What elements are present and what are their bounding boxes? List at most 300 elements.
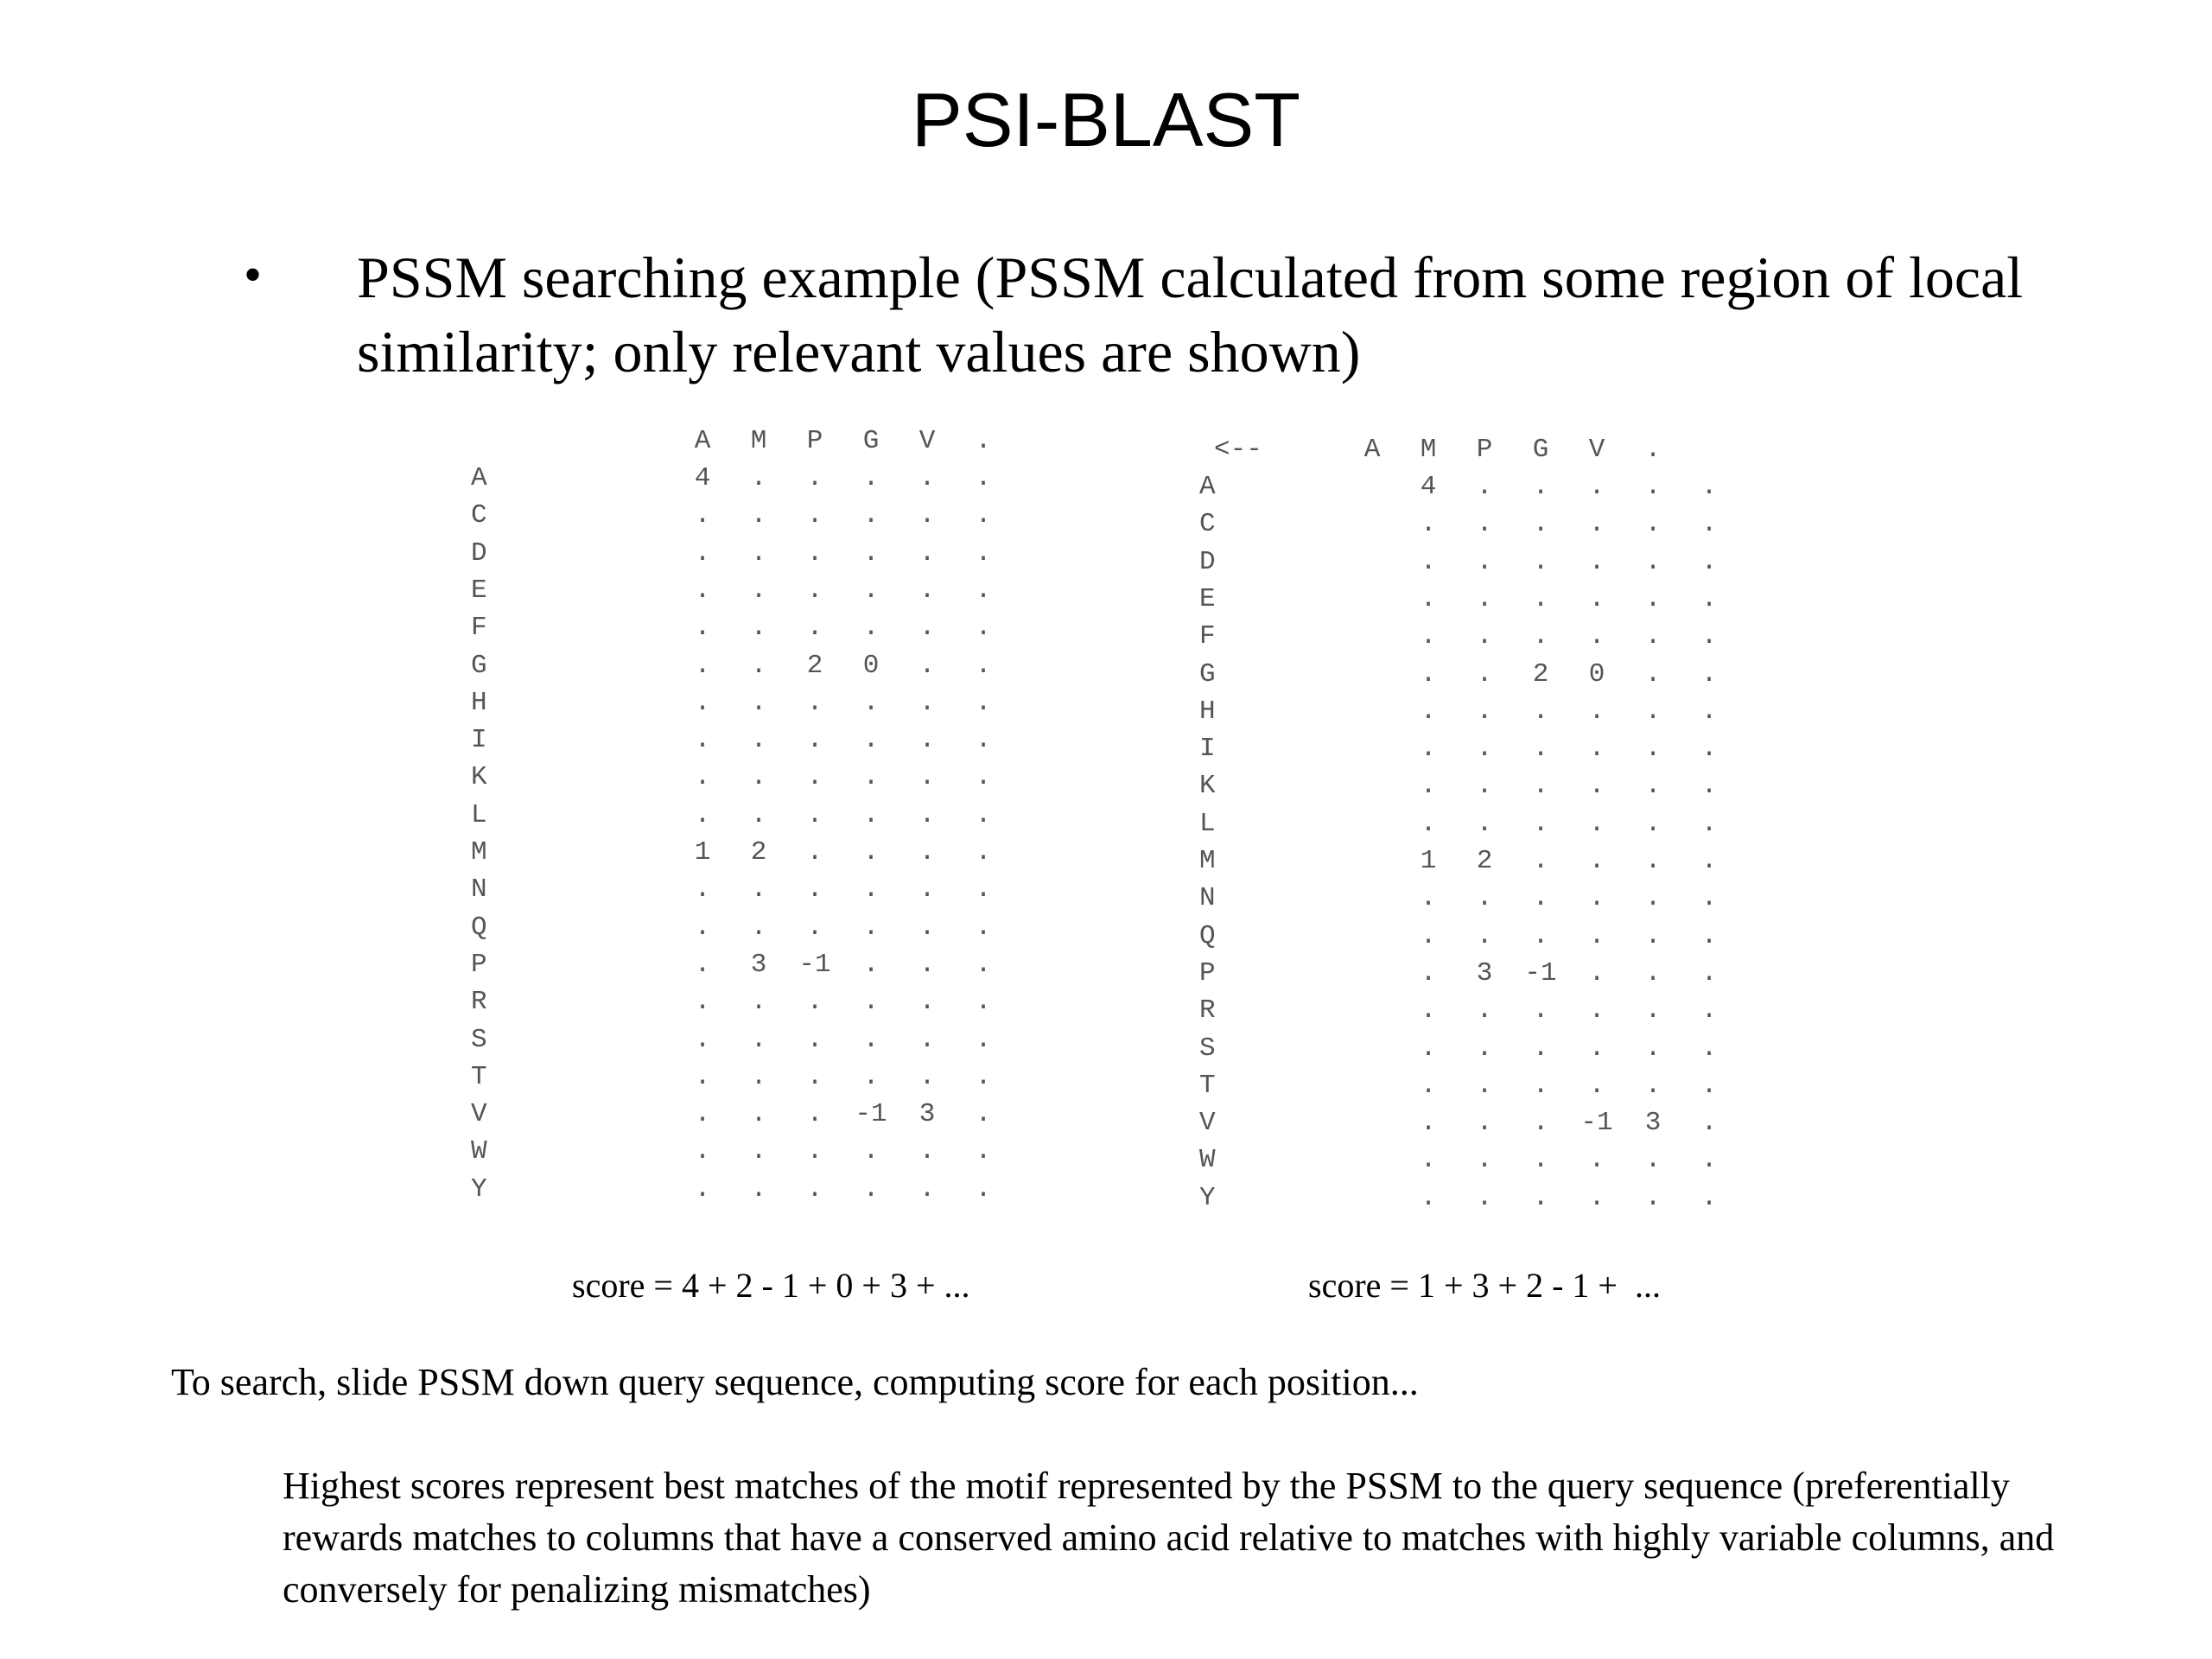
pssm-cell: . — [806, 987, 823, 1018]
pssm-cell: . — [1476, 771, 1493, 802]
pssm-direction-arrow: <-- — [1214, 435, 1262, 465]
pssm-column-header: M — [1420, 435, 1437, 465]
pssm-column-header: . — [1644, 435, 1662, 465]
pssm-cell: . — [918, 1061, 936, 1092]
pssm-cell: . — [1644, 734, 1662, 765]
pssm-cell: . — [1476, 1070, 1493, 1101]
pssm-cell: 4 — [1420, 472, 1437, 502]
pssm-cell: . — [1588, 920, 1605, 951]
pssm-cell: . — [1420, 621, 1437, 652]
pssm-cell: . — [918, 874, 936, 906]
pssm-cell: . — [862, 762, 880, 793]
pssm-cell: . — [1532, 883, 1549, 914]
pssm-cell: . — [1700, 1182, 1718, 1213]
pssm-cell: . — [1420, 696, 1437, 727]
pssm-cell: . — [1700, 734, 1718, 765]
pssm-cell: . — [694, 500, 711, 531]
pssm-cell: . — [694, 687, 711, 718]
pssm-cell: . — [1532, 771, 1549, 802]
pssm-cell: 2 — [806, 650, 823, 681]
pssm-cell: 0 — [1588, 658, 1605, 690]
pssm-cell: . — [1588, 846, 1605, 876]
pssm-column-header: A — [1363, 435, 1381, 465]
pssm-cell: . — [750, 762, 767, 793]
pssm-cell: 2 — [750, 837, 767, 868]
pssm-cell: . — [862, 725, 880, 756]
pssm-column-header: P — [806, 426, 823, 456]
pssm-cell: . — [862, 575, 880, 606]
pssm-cell: . — [1532, 696, 1549, 727]
pssm-cell: . — [1476, 920, 1493, 951]
pssm-cell: . — [975, 762, 992, 793]
pssm-cell: 3 — [1644, 1108, 1662, 1139]
pssm-row-label: I — [471, 725, 487, 756]
pssm-cell: . — [1420, 1108, 1437, 1139]
pssm-cell: . — [1644, 771, 1662, 802]
pssm-row-label: E — [1199, 583, 1216, 614]
pssm-cell: . — [694, 1024, 711, 1055]
pssm-cell: . — [1644, 509, 1662, 540]
pssm-row-label: T — [1199, 1070, 1216, 1101]
pssm-cell: . — [1700, 1070, 1718, 1101]
pssm-row-label: L — [1199, 808, 1216, 839]
pssm-row-label: Y — [1199, 1182, 1216, 1213]
pssm-cell: . — [806, 500, 823, 531]
pssm-column-header: M — [750, 426, 767, 456]
pssm-cell: . — [1588, 696, 1605, 727]
pssm-cell: . — [1476, 1033, 1493, 1064]
pssm-cell: . — [1644, 808, 1662, 839]
pssm-column-header: P — [1476, 435, 1493, 465]
pssm-cell: . — [806, 725, 823, 756]
pssm-cell: . — [1476, 1108, 1493, 1139]
pssm-cell: . — [1532, 583, 1549, 614]
pssm-cell: . — [1532, 734, 1549, 765]
pssm-cell: . — [750, 1136, 767, 1167]
pssm-cell: . — [750, 987, 767, 1018]
pssm-cell: 1 — [694, 837, 711, 868]
pssm-row-label: V — [1199, 1108, 1216, 1139]
pssm-cell: . — [918, 687, 936, 718]
pssm-cell: . — [918, 463, 936, 493]
pssm-cell: . — [1476, 995, 1493, 1027]
pssm-cell: . — [1420, 920, 1437, 951]
pssm-cell: . — [975, 500, 992, 531]
pssm-cell: . — [862, 837, 880, 868]
pssm-cell: . — [1532, 621, 1549, 652]
pssm-cell: . — [750, 1024, 767, 1055]
pssm-cell: . — [1532, 546, 1549, 577]
pssm-cell: . — [1588, 472, 1605, 502]
pssm-cell: . — [918, 650, 936, 681]
pssm-cell: . — [694, 912, 711, 943]
pssm-cell: . — [806, 762, 823, 793]
pssm-cell: . — [1532, 472, 1549, 502]
pssm-row-label: P — [471, 949, 487, 980]
bullet-text: PSSM searching example (PSSM calculated from some region of local similarity; only relevant values are shown) — [357, 245, 2024, 385]
pssm-cell: . — [1532, 1182, 1549, 1213]
pssm-cell: . — [1420, 995, 1437, 1027]
pssm-cell: . — [918, 799, 936, 830]
pssm-cell: . — [1476, 658, 1493, 690]
pssm-cell: . — [1700, 546, 1718, 577]
pssm-cell: . — [806, 1099, 823, 1130]
pssm-cell: . — [1700, 509, 1718, 540]
pssm-cell: . — [1420, 734, 1437, 765]
pssm-cell: . — [1476, 583, 1493, 614]
pssm-cell: . — [1588, 509, 1605, 540]
pssm-cell: . — [750, 725, 767, 756]
pssm-cell: 0 — [862, 650, 880, 681]
pssm-cell: 3 — [1476, 957, 1493, 988]
pssm-cell: -1 — [1580, 1108, 1613, 1139]
pssm-row-label: G — [471, 650, 487, 681]
pssm-row-label: I — [1199, 734, 1216, 765]
pssm-row-label: Q — [1199, 920, 1216, 951]
pssm-cell: . — [862, 613, 880, 644]
pssm-cell: -1 — [1524, 957, 1557, 988]
pssm-cell: . — [1420, 771, 1437, 802]
pssm-cell: . — [1532, 1070, 1549, 1101]
pssm-row-label: S — [1199, 1033, 1216, 1064]
pssm-cell: . — [806, 837, 823, 868]
pssm-cell: . — [1532, 1108, 1549, 1139]
pssm-cell: . — [1588, 1145, 1605, 1176]
pssm-column-header: G — [1532, 435, 1549, 465]
score-right: score = 1 + 3 + 2 - 1 + ... — [1308, 1266, 1661, 1305]
pssm-cell: . — [918, 537, 936, 569]
pssm-cell: . — [975, 537, 992, 569]
pssm-cell: . — [862, 949, 880, 980]
pssm-cell: . — [975, 1136, 992, 1167]
pssm-cell: . — [918, 762, 936, 793]
pssm-cell: . — [1644, 472, 1662, 502]
pssm-cell: . — [975, 1173, 992, 1205]
pssm-cell: . — [1644, 957, 1662, 988]
pssm-row-label: K — [471, 762, 487, 793]
pssm-cell: . — [1588, 808, 1605, 839]
pssm-cell: 1 — [1420, 846, 1437, 876]
pssm-cell: . — [975, 725, 992, 756]
pssm-row-label: M — [1199, 846, 1216, 876]
pssm-cell: . — [750, 463, 767, 493]
pssm-cell: . — [1644, 995, 1662, 1027]
pssm-cell: . — [1588, 883, 1605, 914]
pssm-row-label: Q — [471, 912, 487, 943]
pssm-cell: . — [918, 1173, 936, 1205]
pssm-cell: . — [975, 1061, 992, 1092]
pssm-cell: . — [975, 687, 992, 718]
pssm-cell: -1 — [798, 949, 831, 980]
pssm-cell: . — [1420, 658, 1437, 690]
pssm-cell: . — [1420, 583, 1437, 614]
pssm-cell: 3 — [918, 1099, 936, 1130]
pssm-cell: . — [1644, 1070, 1662, 1101]
pssm-cell: . — [918, 987, 936, 1018]
pssm-cell: . — [1420, 808, 1437, 839]
pssm-row-label: Y — [471, 1173, 487, 1205]
pssm-cell: . — [694, 949, 711, 980]
highest-scores-note: Highest scores represent best matches of the motif represented by the PSSM to the query sequence (preferentially rewards matches to columns that have a conserved amino acid relative to matches with highly variable columns, and conversely for penalizing mismatches) — [283, 1465, 2055, 1611]
pssm-cell: . — [1476, 883, 1493, 914]
pssm-cell: . — [1588, 1182, 1605, 1213]
pssm-cell: . — [694, 987, 711, 1018]
pssm-cell: . — [862, 874, 880, 906]
pssm-cell: . — [1700, 808, 1718, 839]
pssm-column-header: G — [862, 426, 880, 456]
pssm-row-label: H — [1199, 696, 1216, 727]
pssm-cell: . — [750, 650, 767, 681]
pssm-cell: . — [1588, 583, 1605, 614]
slide-title: PSI-BLAST — [912, 77, 1300, 162]
pssm-cell: . — [1700, 883, 1718, 914]
pssm-cell: . — [1588, 734, 1605, 765]
pssm-cell: . — [1420, 1033, 1437, 1064]
pssm-cell: . — [1476, 1182, 1493, 1213]
pssm-cell: . — [862, 463, 880, 493]
pssm-row-label: E — [471, 575, 487, 606]
pssm-row-label: L — [471, 799, 487, 830]
pssm-row-label: S — [471, 1024, 487, 1055]
pssm-cell: . — [750, 1061, 767, 1092]
pssm-cell: . — [1700, 696, 1718, 727]
pssm-row-label: N — [1199, 883, 1216, 914]
pssm-cell: . — [862, 500, 880, 531]
pssm-cell: . — [862, 687, 880, 718]
pssm-cell: 2 — [1532, 658, 1549, 690]
pssm-cell: . — [694, 1173, 711, 1205]
pssm-cell: . — [1476, 1145, 1493, 1176]
pssm-cell: . — [694, 762, 711, 793]
pssm-cell: . — [975, 613, 992, 644]
pssm-cell: . — [975, 463, 992, 493]
pssm-cell: . — [1420, 509, 1437, 540]
pssm-row-label: R — [471, 987, 487, 1018]
pssm-cell: . — [1644, 621, 1662, 652]
pssm-cell: . — [1588, 1070, 1605, 1101]
pssm-cell: . — [862, 1061, 880, 1092]
pssm-row-label: C — [471, 500, 487, 531]
pssm-cell: . — [806, 1136, 823, 1167]
pssm-row-label: D — [1199, 546, 1216, 577]
pssm-cell: . — [918, 613, 936, 644]
pssm-cell: . — [1532, 509, 1549, 540]
pssm-cell: . — [1644, 546, 1662, 577]
pssm-cell: . — [1644, 846, 1662, 876]
pssm-cell: . — [975, 1024, 992, 1055]
pssm-cell: . — [1476, 734, 1493, 765]
pssm-cell: . — [1532, 808, 1549, 839]
pssm-cell: . — [694, 874, 711, 906]
pssm-cell: . — [806, 575, 823, 606]
pssm-cell: . — [975, 912, 992, 943]
pssm-row-label: R — [1199, 995, 1216, 1027]
pssm-cell: . — [1588, 621, 1605, 652]
pssm-cell: . — [1700, 658, 1718, 690]
pssm-cell: . — [1644, 1145, 1662, 1176]
pssm-cell: . — [750, 575, 767, 606]
pssm-cell: . — [1700, 995, 1718, 1027]
pssm-cell: . — [806, 687, 823, 718]
pssm-cell: . — [862, 1173, 880, 1205]
pssm-cell: . — [1532, 920, 1549, 951]
pssm-cell: . — [1476, 472, 1493, 502]
pssm-cell: . — [750, 874, 767, 906]
pssm-cell: . — [1532, 1033, 1549, 1064]
pssm-cell: . — [1588, 546, 1605, 577]
pssm-cell: 4 — [694, 463, 711, 493]
pssm-cell: . — [1588, 995, 1605, 1027]
pssm-cell: . — [918, 949, 936, 980]
pssm-cell: . — [1476, 808, 1493, 839]
pssm-cell: . — [694, 1061, 711, 1092]
pssm-cell: . — [862, 537, 880, 569]
pssm-cell: . — [750, 500, 767, 531]
pssm-row-label: N — [471, 874, 487, 906]
pssm-cell: . — [918, 1136, 936, 1167]
pssm-cell: . — [918, 912, 936, 943]
pssm-cell: . — [694, 725, 711, 756]
pssm-cell: . — [694, 613, 711, 644]
pssm-cell: . — [1476, 621, 1493, 652]
pssm-cell: . — [1420, 1145, 1437, 1176]
pssm-column-header: . — [975, 426, 992, 456]
pssm-cell: . — [694, 799, 711, 830]
search-note: To search, slide PSSM down query sequence, computing score for each position... — [171, 1361, 1419, 1403]
pssm-cell: . — [806, 613, 823, 644]
pssm-row-label: A — [471, 463, 487, 493]
pssm-cell: . — [862, 799, 880, 830]
pssm-cell: . — [1644, 883, 1662, 914]
pssm-cell: . — [694, 537, 711, 569]
pssm-cell: . — [1420, 546, 1437, 577]
pssm-cell: . — [806, 1024, 823, 1055]
pssm-row-label: W — [471, 1136, 487, 1167]
pssm-cell: . — [806, 912, 823, 943]
pssm-cell: . — [918, 837, 936, 868]
pssm-cell: . — [918, 500, 936, 531]
pssm-cell: . — [1532, 1145, 1549, 1176]
pssm-cell: . — [1420, 1070, 1437, 1101]
pssm-row-label: P — [1199, 957, 1216, 988]
pssm-cell: . — [694, 1099, 711, 1130]
pssm-cell: . — [975, 987, 992, 1018]
pssm-cell: . — [918, 1024, 936, 1055]
pssm-cell: . — [918, 725, 936, 756]
pssm-cell: . — [975, 650, 992, 681]
pssm-cell: . — [1532, 846, 1549, 876]
pssm-cell: . — [975, 837, 992, 868]
pssm-row-label: M — [471, 837, 487, 868]
pssm-cell: . — [750, 799, 767, 830]
pssm-cell: . — [694, 650, 711, 681]
pssm-cell: . — [1476, 696, 1493, 727]
pssm-row-label: F — [471, 613, 487, 644]
pssm-cell: . — [750, 613, 767, 644]
pssm-cell: . — [806, 874, 823, 906]
bullet-marker: • — [244, 246, 263, 303]
pssm-row-label: K — [1199, 771, 1216, 802]
pssm-column-header: V — [1588, 435, 1605, 465]
pssm-cell: . — [1644, 920, 1662, 951]
pssm-cell: . — [1700, 583, 1718, 614]
pssm-cell: . — [1532, 995, 1549, 1027]
pssm-cell: . — [750, 687, 767, 718]
pssm-cell: . — [862, 912, 880, 943]
pssm-cell: . — [1700, 472, 1718, 502]
pssm-column-header: V — [918, 426, 936, 456]
pssm-row-label: T — [471, 1061, 487, 1092]
pssm-cell: . — [1700, 846, 1718, 876]
pssm-cell: . — [1644, 696, 1662, 727]
pssm-cell: . — [694, 1136, 711, 1167]
pssm-cell: . — [1644, 658, 1662, 690]
pssm-cell: . — [975, 874, 992, 906]
pssm-cell: . — [1476, 546, 1493, 577]
pssm-cell: . — [1588, 1033, 1605, 1064]
pssm-cell: . — [1700, 957, 1718, 988]
pssm-cell: 3 — [750, 949, 767, 980]
pssm-cell: . — [1644, 1182, 1662, 1213]
pssm-cell: . — [1588, 771, 1605, 802]
pssm-cell: . — [1700, 621, 1718, 652]
pssm-cell: . — [862, 1024, 880, 1055]
pssm-cell: . — [1420, 957, 1437, 988]
pssm-cell: . — [862, 1136, 880, 1167]
pssm-cell: . — [806, 1061, 823, 1092]
pssm-cell: . — [1700, 1108, 1718, 1139]
pssm-cell: . — [694, 575, 711, 606]
pssm-column-header: A — [694, 426, 711, 456]
pssm-cell: . — [1588, 957, 1605, 988]
pssm-cell: . — [1700, 771, 1718, 802]
pssm-cell: . — [750, 1173, 767, 1205]
pssm-cell: . — [975, 799, 992, 830]
pssm-row-label: F — [1199, 621, 1216, 652]
pssm-cell: . — [918, 575, 936, 606]
pssm-row-label: C — [1199, 509, 1216, 540]
pssm-row-label: W — [1199, 1145, 1216, 1176]
pssm-cell: . — [750, 537, 767, 569]
pssm-cell: . — [1700, 1033, 1718, 1064]
pssm-cell: . — [1476, 509, 1493, 540]
pssm-cell: . — [975, 1099, 992, 1130]
pssm-cell: . — [1420, 1182, 1437, 1213]
pssm-cell: -1 — [855, 1099, 887, 1130]
pssm-cell: . — [1644, 583, 1662, 614]
pssm-row-label: D — [471, 537, 487, 569]
pssm-cell: . — [806, 1173, 823, 1205]
pssm-cell: . — [1700, 1145, 1718, 1176]
score-left: score = 4 + 2 - 1 + 0 + 3 + ... — [572, 1266, 970, 1305]
pssm-cell: . — [975, 575, 992, 606]
pssm-cell: 2 — [1476, 846, 1493, 876]
pssm-cell: . — [1644, 1033, 1662, 1064]
pssm-cell: . — [750, 912, 767, 943]
pssm-cell: . — [862, 987, 880, 1018]
pssm-cell: . — [806, 537, 823, 569]
pssm-cell: . — [750, 1099, 767, 1130]
pssm-row-label: H — [471, 687, 487, 718]
pssm-cell: . — [1420, 883, 1437, 914]
pssm-cell: . — [806, 799, 823, 830]
pssm-row-label: A — [1199, 472, 1216, 502]
pssm-row-label: G — [1199, 658, 1216, 690]
pssm-cell: . — [975, 949, 992, 980]
pssm-row-label: V — [471, 1099, 487, 1130]
pssm-cell: . — [1700, 920, 1718, 951]
pssm-cell: . — [806, 463, 823, 493]
